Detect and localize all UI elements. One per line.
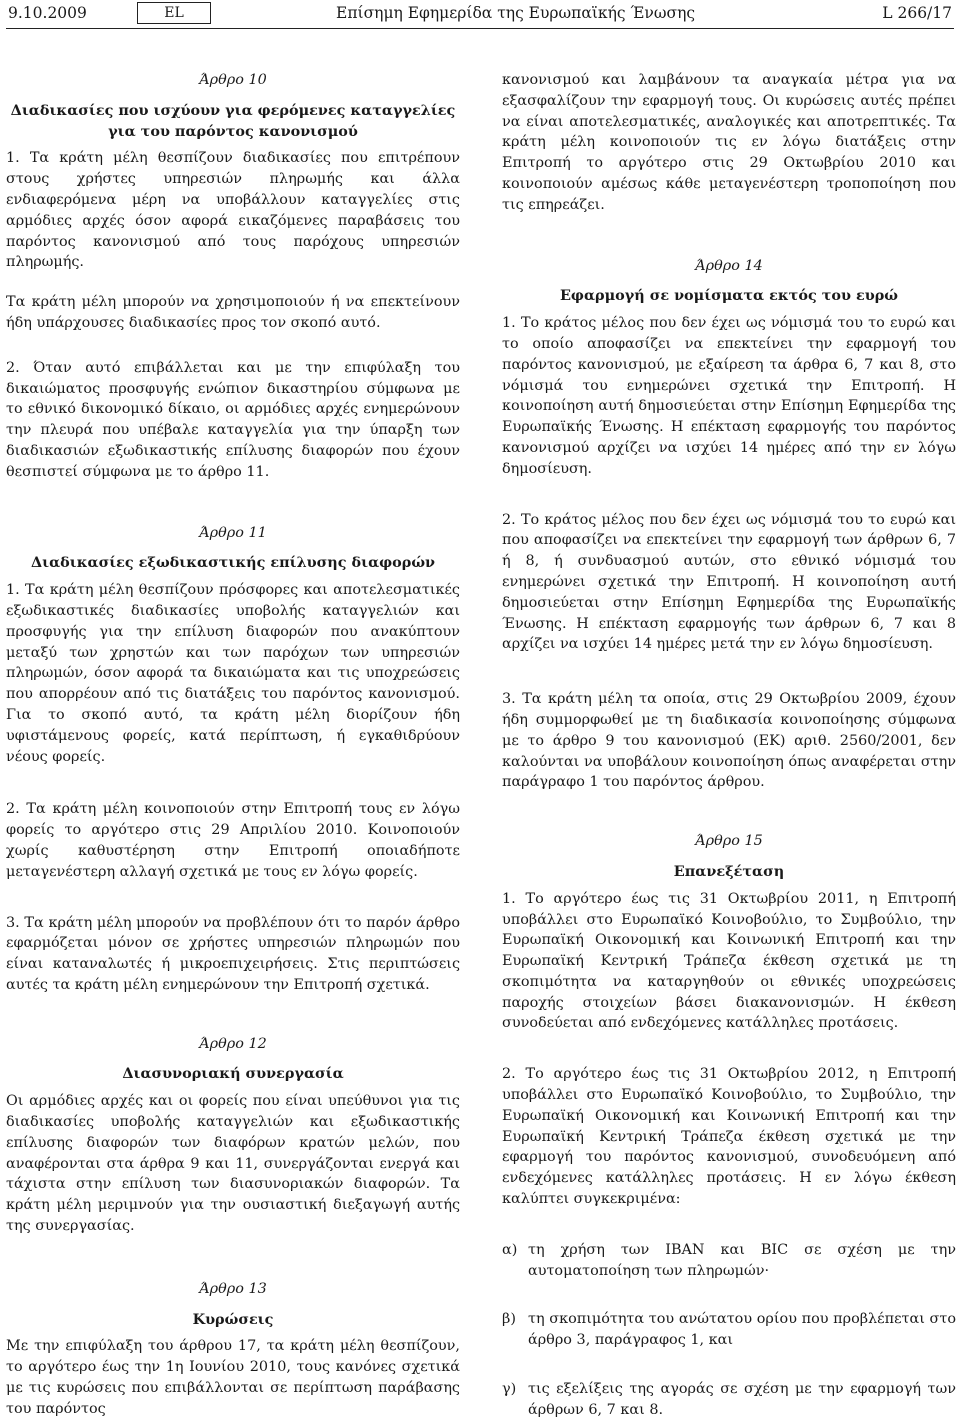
list-item [502,1309,956,1351]
article-11-paragraph-2: 2. Τα κράτη μέλη κοινοποιούν στην Επιτροπή τους εν λόγω φορείς το αργότερο στις 29 Απριλίου 2010. Κοινοποιούν χωρίς καθυστέρηση στην Επιτροπή οποιαδήποτε μεταγενέστερη αλλαγή σχετικά με τους εν λόγω φορείς. [6,801,460,880]
right-column [502,62,956,1421]
article-13-heading: Κυρώσεις [192,1310,274,1328]
list-text: τη χρήση των IBAN και BIC σε σχέση με την αυτοματοποίηση των πληρωμών· [528,1241,956,1279]
list-marker: β) [502,1311,516,1328]
article-12-heading: Διασυνοριακή συνεργασία [122,1065,344,1083]
article-10-paragraph-2: Τα κράτη μέλη μπορούν να χρησιμοποιούν ή να επεκτείνουν ήδη υπάρχουσες διαδικασίες προς τον σκοπό αυτό. [6,294,460,331]
list-text: τις εξελίξεις της αγοράς σε σχέση με την εφαρμογή των άρθρων 6, 7 και 8. [528,1381,956,1418]
article-10-paragraph-1: 1. Τα κράτη μέλη θεσπίζουν διαδικασίες που επιτρέπουν στους χρήστες υπηρεσιών πληρωμής και άλλα ενδιαφερόμενα μέρη να υποβάλλουν καταγγελίες στις αρμόδιες αρχές όσον αφορά εικαζόμενες παραβάσεις του παρόντος κανονισμού από τους παρόχους υπηρεσιών πληρωμής. [6,150,460,271]
article-13-continuation: κανονισμού και λαμβάνουν τα αναγκαία μέτρα για να εξασφαλίζουν την εφαρμογή τους. Οι κυρώσεις αυτές πρέπει να είναι αποτελεσματικές, αναλογικές και αποτρεπτικές. Τα κράτη μέλη κοινοποιούν τις εν λόγω διατάξεις στην Επιτροπή το αργότερο στις 29 Οκτωβρίου 2010 και κοινοποιούν αμέσως κάθε μεταγενέστερη τροποποίηση που τις επηρεάζει. [502,72,956,213]
article-12-title: Άρθρο 12 [199,1035,267,1052]
article-10-title: Άρθρο 10 [199,72,267,88]
publication-date: 9.10.2009 [8,4,87,22]
page-header [6,0,954,29]
article-15-heading: Επανεξέταση [673,862,785,880]
article-14-heading: Εφαρμογή σε νομίσματα εκτός του ευρώ [559,287,899,305]
article-10-paragraph-3: 2. Όταν αυτό επιβάλλεται και με την επιφύλαξη του δικαιώματος προσφυγής ενώπιον δικαστηρίου σύμφωνα με το εθνικό δικονομικό δίκαιο, οι αρμόδιες αρχές ενημερώνουν την πλευρά που υπέβαλε καταγγελία για την ύπαρξη των διαδικασιών εξωδικαστικής επίλυσης διαφορών που έχουν θεσπιστεί σύμφωνα με το άρθρο 11. [6,359,460,480]
article-15-paragraph-2: 2. Το αργότερο έως τις 31 Οκτωβρίου 2012, η Επιτροπή υποβάλλει στο Ευρωπαϊκό Κοινοβούλιο, το Συμβούλιο, την Ευρωπαϊκή Οικονομική και Κοινωνική Επιτροπή και την Ευρωπαϊκή Κεντρική Τράπεζα έκθεση σχετικά με την εφαρμογή του παρόντος κανονισμού, συνοδευόμενη από ενδεχόμενες κατάλληλες προτάσεις. Η εν λόγω έκθεση καλύπτει συγκεκριμένα: [502,1066,956,1208]
left-column [6,62,460,1420]
list-marker: γ) [502,1381,517,1398]
article-14-title: Άρθρο 14 [695,257,763,274]
page-reference: L 266/17 [882,4,952,22]
article-13-title: Άρθρο 13 [199,1280,267,1297]
list-marker: α) [502,1241,518,1258]
article-11-paragraph-3: 3. Τα κράτη μέλη μπορούν να προβλέπουν ότι το παρόν άρθρο εφαρμόζεται μόνον σε χρήστες υπηρεσιών πληρωμών που είναι καταναλωτές ή μικροεπιχειρήσεις. Στις περιπτώσεις αυτές τα κράτη μέλη ενημερώνουν την Επιτροπή σχετικά. [6,914,460,993]
article-11-title: Άρθρο 11 [199,524,267,541]
article-15-paragraph-1: 1. Το αργότερο έως τις 31 Οκτωβρίου 2011, η Επιτροπή υποβάλλει στο Ευρωπαϊκό Κοινοβούλιο, το Συμβούλιο, την Ευρωπαϊκή Οικονομική και Κοινωνική Επιτροπή και την Ευρωπαϊκή Κεντρική Τράπεζα έκθεση σχετικά με τη σκοπιμότητα να καταργηθούν οι εθνικές υποχρεώσεις παροχής στοιχείων βάσει διακανονισμών. Η έκθεση συνοδεύεται από ενδεχόμενες κατάλληλες προτάσεις. [502,890,956,1032]
article-14-paragraph-2: 2. Το κράτος μέλος που δεν έχει ως νόμισμά του το ευρώ και που αποφασίζει να επεκτείνει την εφαρμογή των άρθρων 6, 7 ή 8, ή συνδυασμού αυτών, στο εθνικό νόμισμά του ενημερώνει σχετικά την Επιτροπή. Η κοινοποίηση αυτή δημοσιεύεται στην Επίσημη Εφημερίδα της Ευρωπαϊκής Ένωσης. Η επέκταση εφαρμογής των άρθρων 6, 7 και 8 αρχίζει να ισχύει 14 ημέρες μετά την εν λόγω δημοσίευση. [502,511,956,653]
article-13-paragraph-1: Με την επιφύλαξη του άρθρου 17, τα κράτη μέλη θεσπίζουν, το αργότερο έως την 1η Ιουνίου 2010, τους κανόνες σχετικά με τις κυρώσεις που επιβάλλονται σε περίπτωση παράβασης του παρόντος [6,1338,460,1417]
list-item [502,1240,956,1282]
journal-title: Επίσημη Εφημερίδα της Ευρωπαϊκής Ένωσης [336,4,696,22]
article-11-heading: Διαδικασίες εξωδικαστικής επίλυσης διαφορών [30,554,436,572]
article-11-paragraph-1: 1. Τα κράτη μέλη θεσπίζουν πρόσφορες και αποτελεσματικές εξωδικαστικές διαδικασίες υποβολής καταγγελιών και προσφυγής για την επίλυση διαφορών που ανακύπτουν μεταξύ των χρηστών και των παρόχων των υπηρεσιών πληρωμών, όσον αφορά τα δικαιώματα και τις υποχρεώσεις που απορρέουν από τις διατάξεις του παρόντος κανονισμού. Για το σκοπό αυτό, τα κράτη μέλη διορίζουν ήδη υφιστάμενους φορείς, κατά περίπτωση, ή εγκαθιδρύουν νέους φορείς. [6,582,460,765]
article-14-paragraph-3: 3. Τα κράτη μέλη τα οποία, στις 29 Οκτωβρίου 2009, έχουν ήδη συμμορφωθεί με τη διαδικασία κοινοποίησης σύμφωνα με το άρθρο 9 του κανονισμού (ΕΚ) αριθ. 2560/2001, δεν καλούνται να υποβάλουν κοινοποίηση όπως αναφέρεται στην παράγραφο 1 του παρόντος άρθρου. [502,691,956,791]
article-15-title: Άρθρο 15 [695,833,763,850]
list-item [502,1379,956,1421]
list-text: τη σκοπιμότητα του ανώτατου ορίου που προβλέπεται στο άρθρο 3, παράγραφος 1, και [528,1311,956,1349]
language-badge: EL [137,2,211,24]
article-10-heading: Διαδικασίες που ισχύουν για φερόμενες καταγγελίες για του παρόντος κανονισμού [10,101,456,140]
article-14-paragraph-1: 1. Το κράτος μέλος που δεν έχει ως νόμισμά του το ευρώ και το οποίο αποφασίζει να επεκτείνει την εφαρμογή του παρόντος κανονισμού, με εξαίρεση τα άρθρα 6, 7 και 8, στο νόμισμά του ενημερώνει σχετικά την Επιτροπή. Η κοινοποίηση αυτή δημοσιεύεται στην Επίσημη Εφημερίδα της Ευρωπαϊκής Ένωσης. Η επέκταση εφαρμογής του παρόντος κανονισμού αρχίζει να ισχύει 14 ημέρες από την εν λόγω δημοσίευση. [502,315,956,477]
article-12-paragraph-1: Οι αρμόδιες αρχές και οι φορείς που είναι υπεύθυνοι για τις διαδικασίες υποβολής καταγγελιών και εξωδικαστικής επίλυσης διαφορών των διαφόρων κρατών μελών, που αναφέρονται στα άρθρα 9 και 11, συνεργάζονται ενεργά και τάχιστα στην επίλυση των διασυνοριακών διαφορών. Τα κράτη μέλη μεριμνούν για την ουσιαστική διεξαγωγή αυτής της συνεργασίας. [6,1093,460,1235]
